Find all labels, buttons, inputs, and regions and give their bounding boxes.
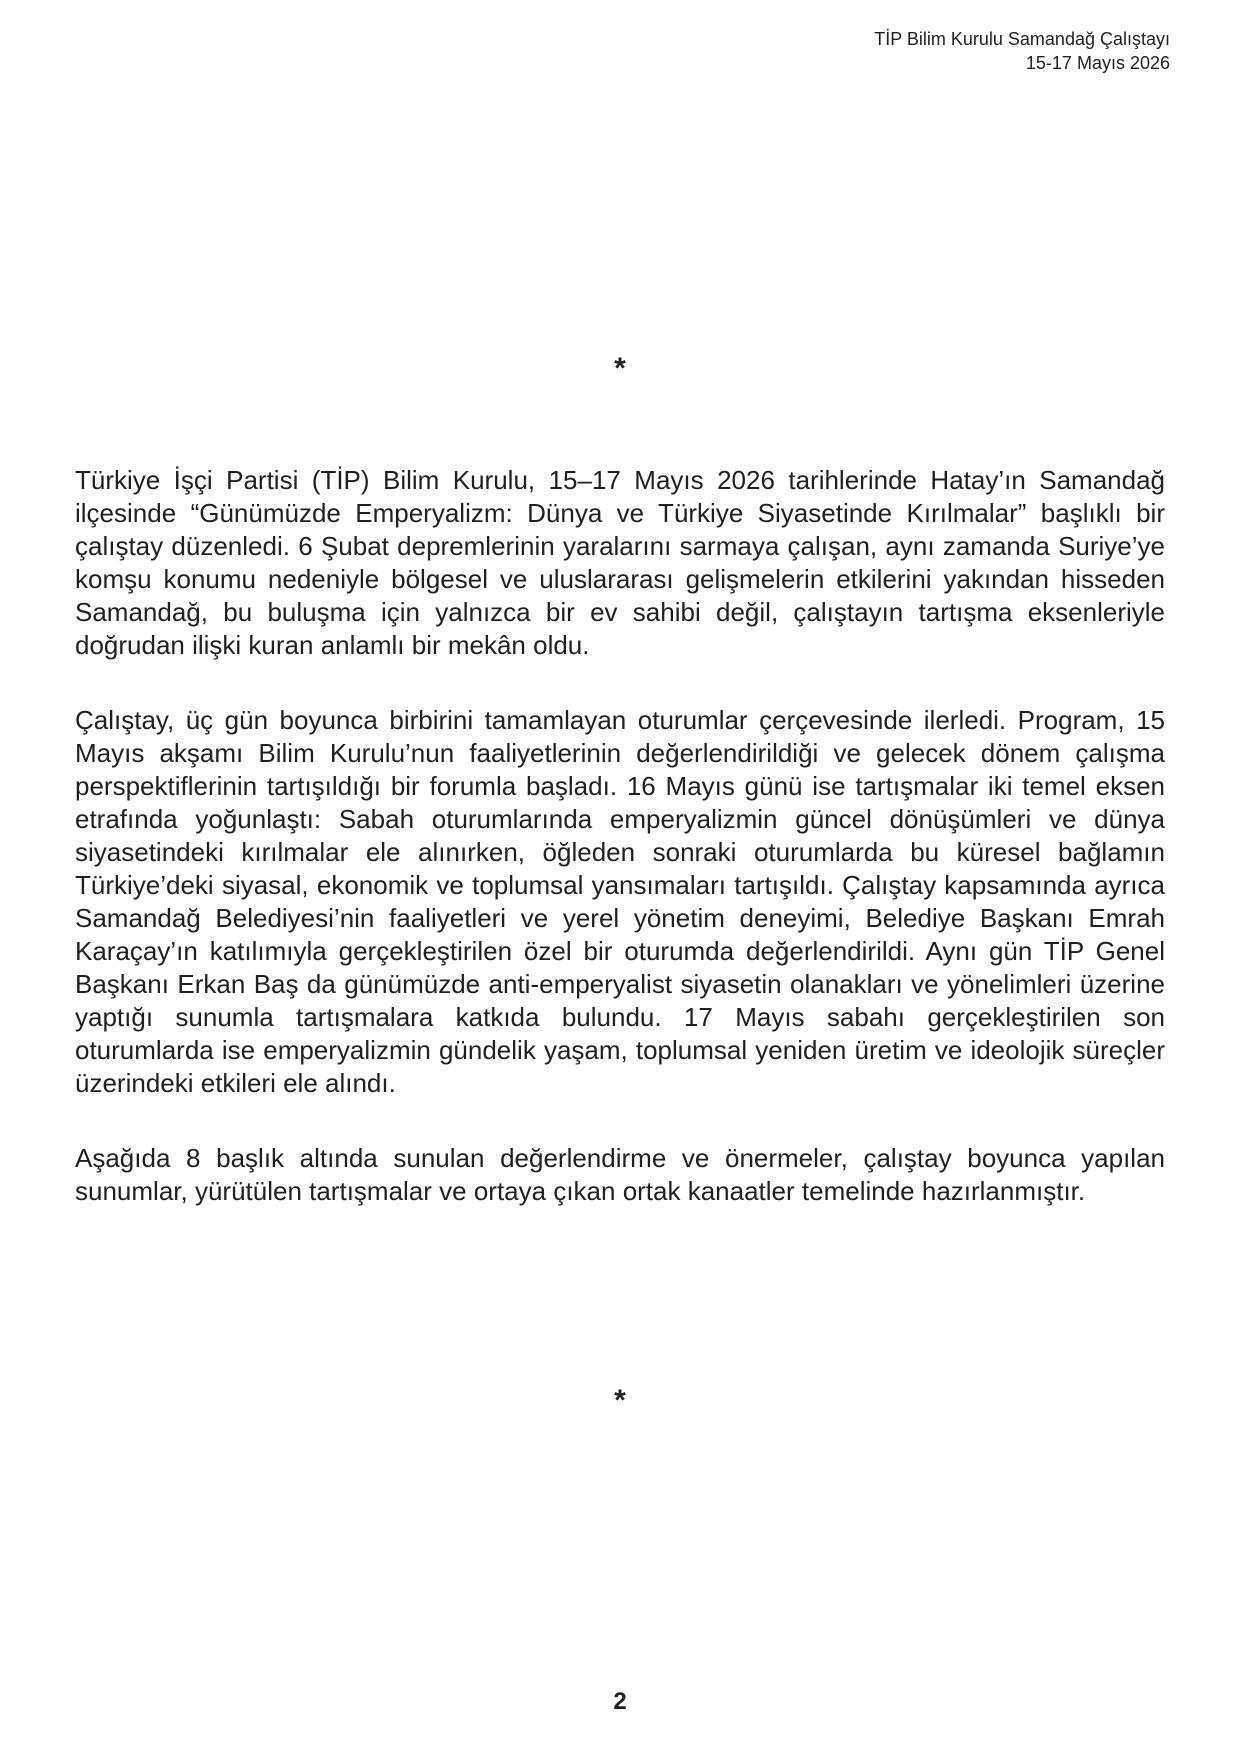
paragraph-summary: Aşağıda 8 başlık altında sunulan değerlendirme ve önermeler, çalıştay boyunca yapılan sunumlar, yürütülen tartışmalar ve ortaya çıkan ortak kanaatler temelinde hazırlanmıştır.: [75, 1143, 1165, 1206]
header-title: TİP Bilim Kurulu Samandağ Çalıştayı: [874, 29, 1170, 49]
paragraph-program: Çalıştay, üç gün boyunca birbirini tamamlayan oturumlar çerçevesinde ilerledi. Program, 15 Mayıs akşamı Bilim Kurulu’nun faaliyetlerinin değerlendirildiği ve gelecek dönem çalışma perspektiflerinin tartışıldığı bir forumla başladı. 16 Mayıs günü ise tartışmalar iki temel eksen etrafında yoğunlaştı: Sabah oturumlarında emperyalizmin güncel dönüşümleri ve dünya siyasetindeki kırılmalar ele alınırken, öğleden sonraki oturumlarda bu küresel bağlamın Türkiye’deki siyasal, ekonomik ve toplumsal yansımaları tartışıldı. Çalıştay kapsamında ayrıca Samandağ Belediyesi’nin faaliyetleri ve yerel yönetim deneyimi, Belediye Başkanı Emrah Karaçay’ın katılımıyla gerçekleştirilen özel bir oturumda değerlendirildi. Aynı gün TİP Genel Başkanı Erkan Baş da günümüzde anti-emperyalist siyasetin olanakları ve yönelimleri üzerine yaptığı sunumla tartışmalara katkıda bulundu. 17 Mayıs sabahı gerçekleştirilen son oturumlarda ise emperyalizmin gündelik yaşam, toplumsal yeniden üretim ve ideolojik süreçler üzerindeki etkileri ele alındı.: [75, 705, 1165, 1098]
page-number: 2: [613, 1688, 627, 1715]
body-text: [75, 464, 1165, 1250]
section-separator-top: *: [614, 352, 626, 385]
header-date: 15-17 Mayıs 2026: [1025, 53, 1170, 73]
page-header: [874, 27, 1170, 75]
section-separator-bottom: *: [614, 1384, 626, 1417]
paragraph-intro: Türkiye İşçi Partisi (TİP) Bilim Kurulu, 15–17 Mayıs 2026 tarihlerinde Hatay’ın Samandağ ilçesinde “Günümüzde Emperyalizm: Dünya ve Türkiye Siyasetinde Kırılmalar” başlıklı bir çalıştay düzenledi. 6 Şubat depremlerinin yaralarını sarmaya çalışan, aynı zamanda Suriye’ye komşu konumu nedeniyle bölgesel ve uluslararası gelişmelerin etkilerini yakından hisseden Samandağ, bu buluşma için yalnızca bir ev sahibi değil, çalıştayın tartışma eksenleriyle doğrudan ilişki kuran anlamlı bir mekân oldu.: [75, 465, 1165, 660]
